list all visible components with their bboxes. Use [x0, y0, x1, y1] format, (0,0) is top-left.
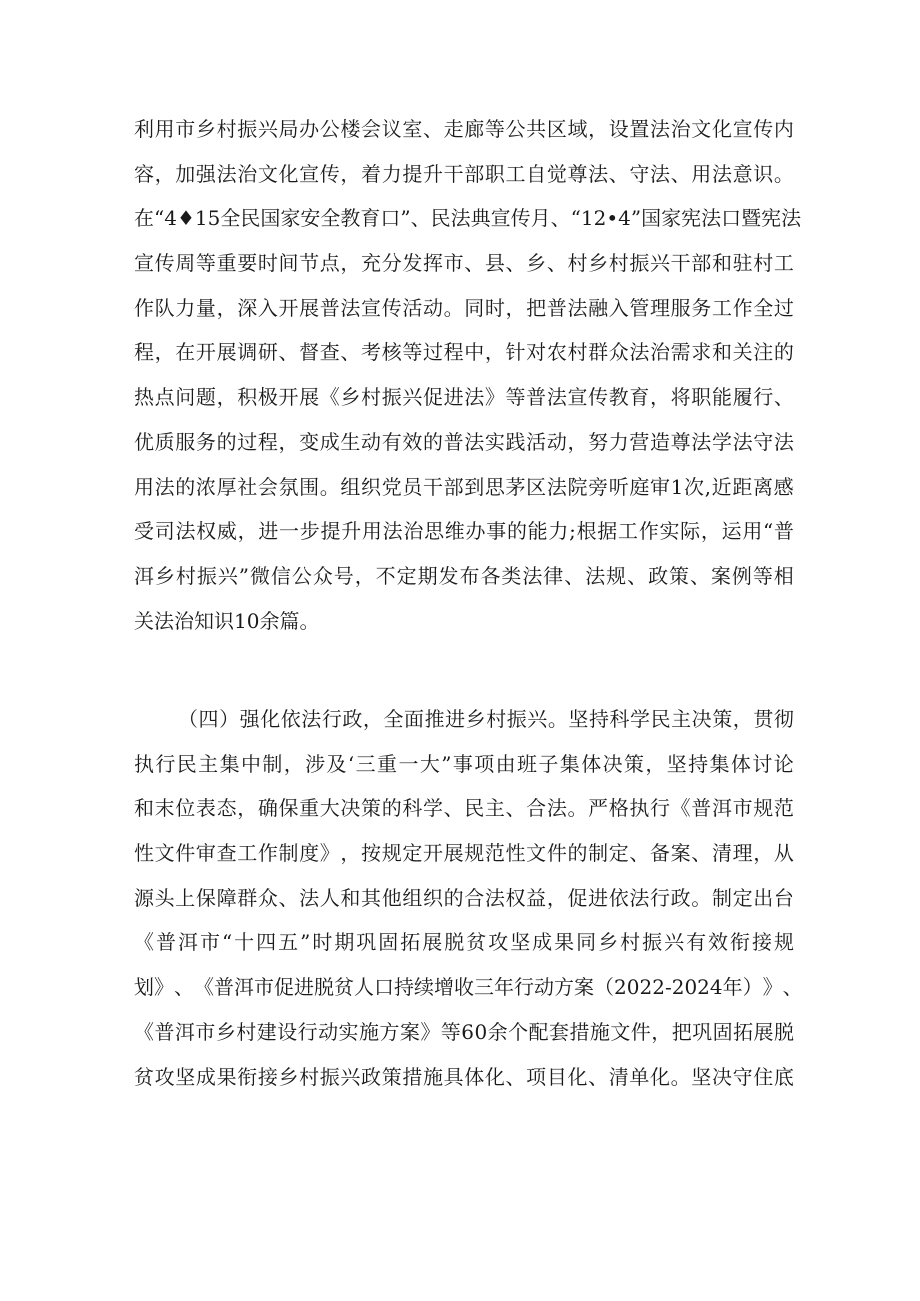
- text-line: 执 行 民 主 集 中 制 ， 涉 及 ‘ 三 重 一 大 ” 事 项 由 班 子 集 体 决 策 ， 坚 持 集 体 讨 论: [134, 751, 794, 776]
- text-line: 和 末 位 表 态 ， 确 保 重 大 决 策 的 科 学 、 民 主 、 合 法 。 严 格 执 行 《 普 洱 市 规 范: [134, 796, 794, 821]
- text-line: 利 用 市 乡 村 振 兴 局 办 公 楼 会 议 室 、 走 廊 等 公 共 区 域 ， 设 置 法 治 文 化 宣 传 内: [134, 117, 794, 141]
- text-line: 受 司 法 权 威 ， 进 一 步 提 升 用 法 治 思 维 办 事 的 能 力 ; 根 据 工 作 实 际 ， 运 用 “ 普: [134, 519, 794, 544]
- text-line: 性 文 件 审 查 工 作 制 度 》 ， 按 规 定 开 展 规 范 性 文 件 的 制 定 、 备 案 、 清 理 ， 从: [134, 841, 794, 866]
- text-line: 源 头 上 保 障 群 众 、 法 人 和 其 他 组 织 的 合 法 权 益 ， 促 进 依 法 行 政 。 制 定 出 台: [134, 885, 794, 910]
- text-line: 洱 乡 村 振 兴 ” 微 信 公 众 号 ， 不 定 期 发 布 各 类 法 律 、 法 规 、 政 策 、 案 例 等 相: [134, 563, 794, 588]
- text-line: 热 点 问 题 ， 积 极 开 展 《 乡 村 振 兴 促 进 法 》 等 普 法 宣 传 教 育 ， 将 职 能 履 行 、: [134, 385, 794, 410]
- paragraph-legal-publicity: [134, 107, 802, 643]
- text-line: 关法治知识10余篇。: [134, 608, 320, 633]
- section-heading-line: （ 四 ） 强 化 依 法 行 政 ， 全 面 推 进 乡 村 振 兴 。 坚 持 科 学 民 主 决 策 ， 贯 彻: [178, 707, 794, 731]
- text-line: 《 普 洱 市 乡 村 建 设 行 动 实 施 方 案 》 等 6 0 余 个 配 套 措 施 文 件 ， 把 巩 固 拓 展 脱: [134, 1019, 794, 1044]
- paragraph-section-four: [134, 697, 803, 1099]
- text-line: 划 》 、 《 普 洱 市 促 进 脱 贫 人 口 持 续 增 收 三 年 行 动 方 案 （ 2 0 2 2 - 2 0 2 4 年 ） 》 、: [134, 975, 803, 1000]
- text-line: 在 “ 4 ♦ 1 5 全 民 国 家 安 全 教 育 口 ” 、 民 法 典 宣 传 月 、 “ 1 2 • 4 ” 国 家 宪 法 口 暨 宪 法: [134, 206, 802, 231]
- text-line: 用 法 的 浓 厚 社 会 氛 围 。 组 织 党 员 干 部 到 思 茅 区 法 院 旁 听 庭 审 1 次 , 近 距 离 感: [134, 474, 794, 499]
- text-line: 容 ， 加 强 法 治 文 化 宣 传 ， 着 力 提 升 干 部 职 工 自 觉 尊 法 、 守 法 、 用 法 意 识 。: [134, 161, 794, 186]
- text-line: 程 ， 在 开 展 调 研 、 督 查 、 考 核 等 过 程 中 ， 针 对 农 村 群 众 法 治 需 求 和 关 注 的: [134, 340, 794, 365]
- text-line: 优 质 服 务 的 过 程 ， 变 成 生 动 有 效 的 普 法 实 践 活 动 ， 努 力 营 造 尊 法 学 法 守 法: [134, 429, 794, 454]
- text-line: 贫 攻 坚 成 果 衔 接 乡 村 振 兴 政 策 措 施 具 体 化 、 项 目 化 、 清 单 化 。 坚 决 守 住 底: [134, 1064, 794, 1089]
- text-line: 宣 传 周 等 重 要 时 间 节 点 ， 充 分 发 挥 市 、 县 、 乡 、 村 乡 村 振 兴 干 部 和 驻 村 工: [134, 251, 794, 276]
- text-line: 《 普 洱 市 “ 十 四 五 ” 时 期 巩 固 拓 展 脱 贫 攻 坚 成 果 同 乡 村 振 兴 有 效 衔 接 规: [134, 930, 794, 955]
- text-line: 作 队 力 量 ， 深 入 开 展 普 法 宣 传 活 动 。 同 时 ， 把 普 法 融 入 管 理 服 务 工 作 全 过: [134, 295, 794, 320]
